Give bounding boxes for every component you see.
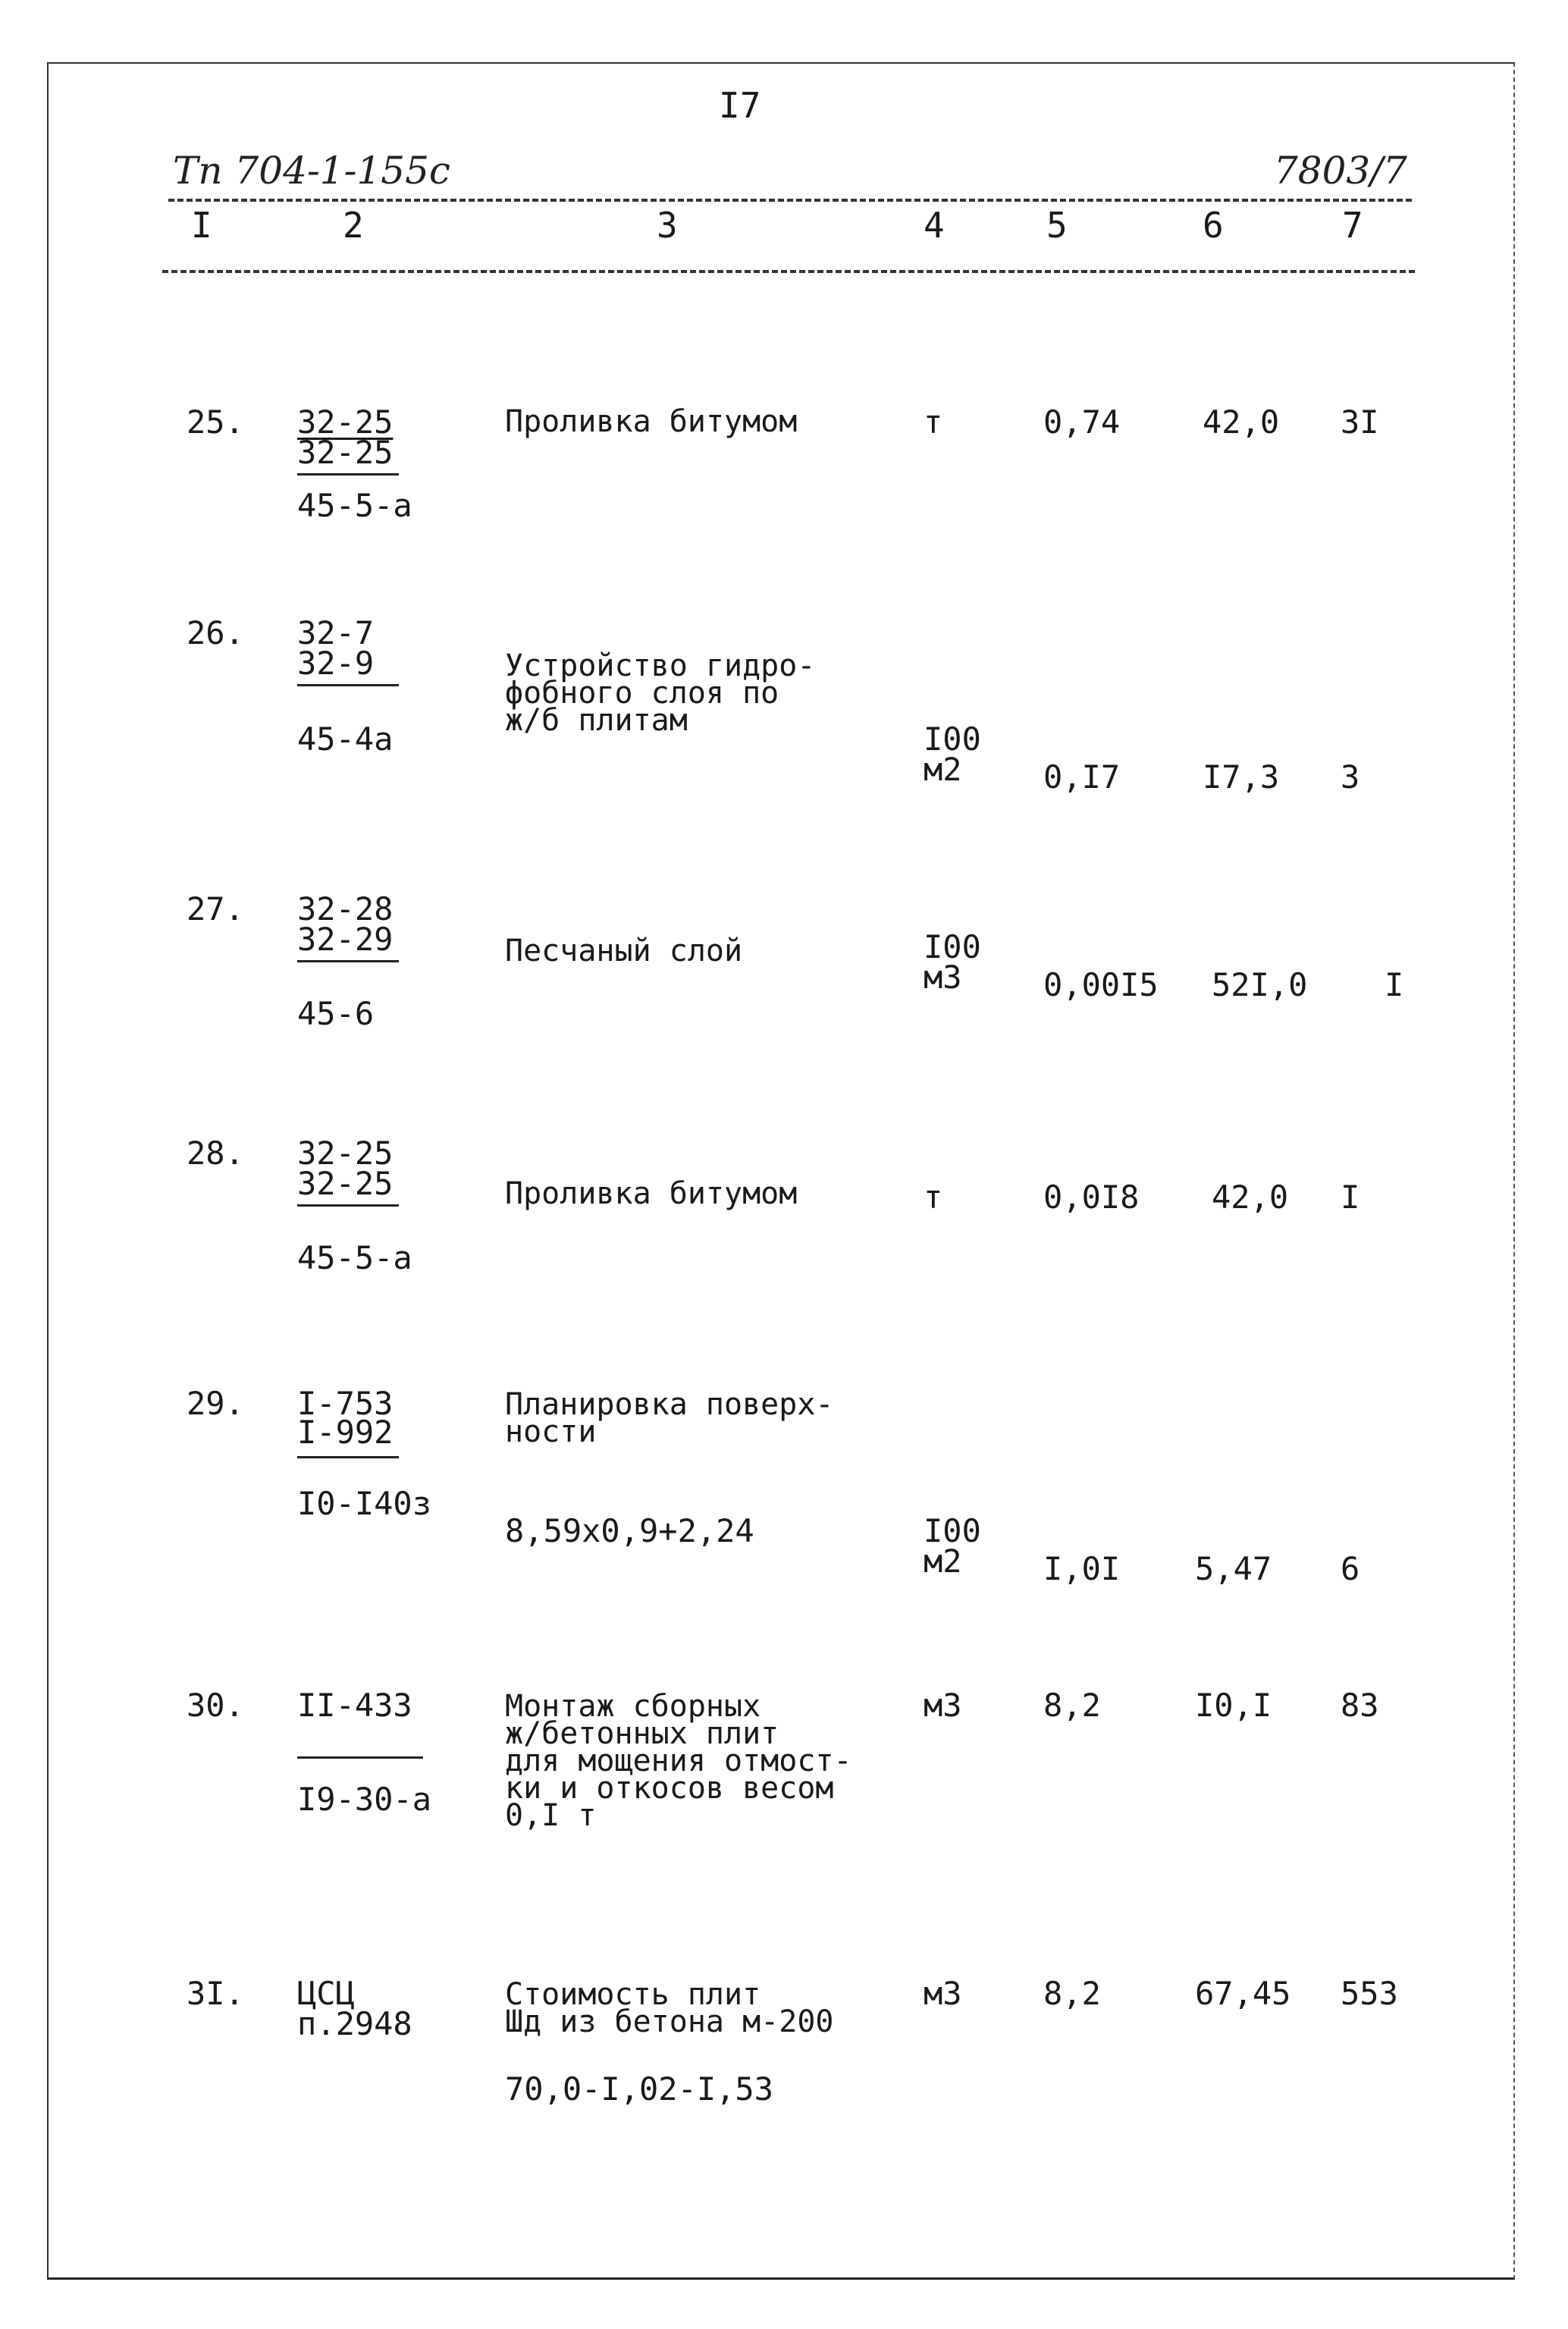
quantity: 0,0I8 [1043,1179,1140,1216]
norm-ref-mid: I-992 [297,1414,394,1451]
norm-ref-top: I-753 [297,1385,394,1422]
total: 83 [1341,1687,1379,1724]
norm-ref-mid: 32-25 [297,434,394,471]
document-code: Tn 704-1-155c [173,149,450,193]
norm-ref-top: 32-7 [297,614,375,651]
row-number: 29. [187,1385,244,1422]
total: 3 [1341,758,1360,796]
unit-price: I0,I [1195,1687,1272,1724]
document-number: 7803/7 [1274,149,1407,193]
total: I [1341,1179,1360,1216]
unit-price: 42,0 [1203,403,1280,441]
calculation: 8,59x0,9+2,24 [505,1512,754,1549]
row-number: 28. [187,1135,244,1172]
page-border [47,62,1515,2280]
norm-ref-bottom: I0-I40з [297,1485,432,1522]
norm-ref-top: II-433 [297,1687,412,1724]
quantity: 0,00I5 [1043,966,1159,1003]
norm-ref-mid: 32-9 [297,645,375,682]
norm-ref-bottom: 45-6 [297,995,375,1032]
column-header-7: 7 [1342,205,1363,246]
work-description: Песчаный слой [505,934,743,968]
unit: м3 [924,1975,962,2012]
column-header-4: 4 [924,205,945,246]
header-dashed-rule-top [168,199,1412,202]
total: 553 [1341,1975,1398,2012]
norm-ref-top: 32-25 [297,1135,394,1172]
unit: т [924,1179,943,1216]
quantity: 0,74 [1043,403,1121,441]
norm-ref-top: 32-28 [297,890,394,928]
calculation: 70,0-I,02-I,53 [505,2070,774,2108]
row-number: 3I. [187,1975,244,2012]
row-number: 26. [187,614,244,651]
total: 6 [1341,1550,1360,1587]
ref-divider [297,473,399,476]
unit: м2 [924,1543,962,1580]
unit-price: 67,45 [1195,1975,1291,2012]
norm-ref-bottom: 45-4a [297,720,394,758]
norm-ref-mid: п.2948 [297,2005,412,2042]
total: I [1385,966,1404,1003]
work-description: Планировка поверх- ности [505,1387,834,1449]
row-number: 30. [187,1687,244,1724]
unit-multiplier: I00 [924,928,981,965]
quantity: 0,I7 [1043,758,1121,796]
unit-multiplier: I00 [924,1512,981,1549]
unit: м3 [924,959,962,996]
norm-ref-top: 32-25 [297,403,394,441]
ref-divider [297,1756,423,1759]
quantity: 8,2 [1043,1687,1101,1724]
unit: м2 [924,751,962,788]
unit: м3 [924,1687,962,1724]
unit-price: 52I,0 [1212,966,1308,1003]
work-description: Монтаж сборных ж/бетонных плит для мощения отмост- ки и откосов весом 0,I т [505,1689,852,1833]
norm-ref-bottom: I9-30-a [297,1781,432,1818]
quantity: 8,2 [1043,1975,1101,2012]
column-header-1: I [191,205,212,246]
column-header-2: 2 [343,205,364,246]
total: 3I [1341,403,1379,441]
unit: т [924,403,943,441]
page-number: I7 [719,85,761,126]
quantity: I,0I [1043,1550,1121,1587]
header-dashed-rule-bottom [162,270,1415,273]
norm-ref-bottom: 45-5-a [297,1239,412,1276]
column-header-6: 6 [1203,205,1224,246]
row-number: 27. [187,890,244,928]
norm-ref-top: ЦСЦ [297,1975,355,2012]
ref-divider [297,1456,399,1458]
ref-divider [297,684,399,686]
column-header-3: 3 [657,205,678,246]
column-header-5: 5 [1046,205,1068,246]
row-number: 25. [187,403,244,441]
work-description: Проливка битумом [505,404,798,439]
work-description: Стоимость плит Шд из бетона м-200 [505,1977,834,2039]
work-description: Проливка битумом [505,1176,798,1211]
unit-price: I7,3 [1203,758,1280,796]
norm-ref-bottom: 45-5-a [297,487,412,524]
ref-divider [297,960,399,962]
work-description: Устройство гидро- фобного слоя по ж/б плитам [505,648,816,738]
norm-ref-mid: 32-29 [297,921,394,958]
ref-divider [297,1204,399,1207]
unit-price: 5,47 [1195,1550,1272,1587]
unit-multiplier: I00 [924,720,981,758]
unit-price: 42,0 [1212,1179,1289,1216]
norm-ref-mid: 32-25 [297,1165,394,1202]
